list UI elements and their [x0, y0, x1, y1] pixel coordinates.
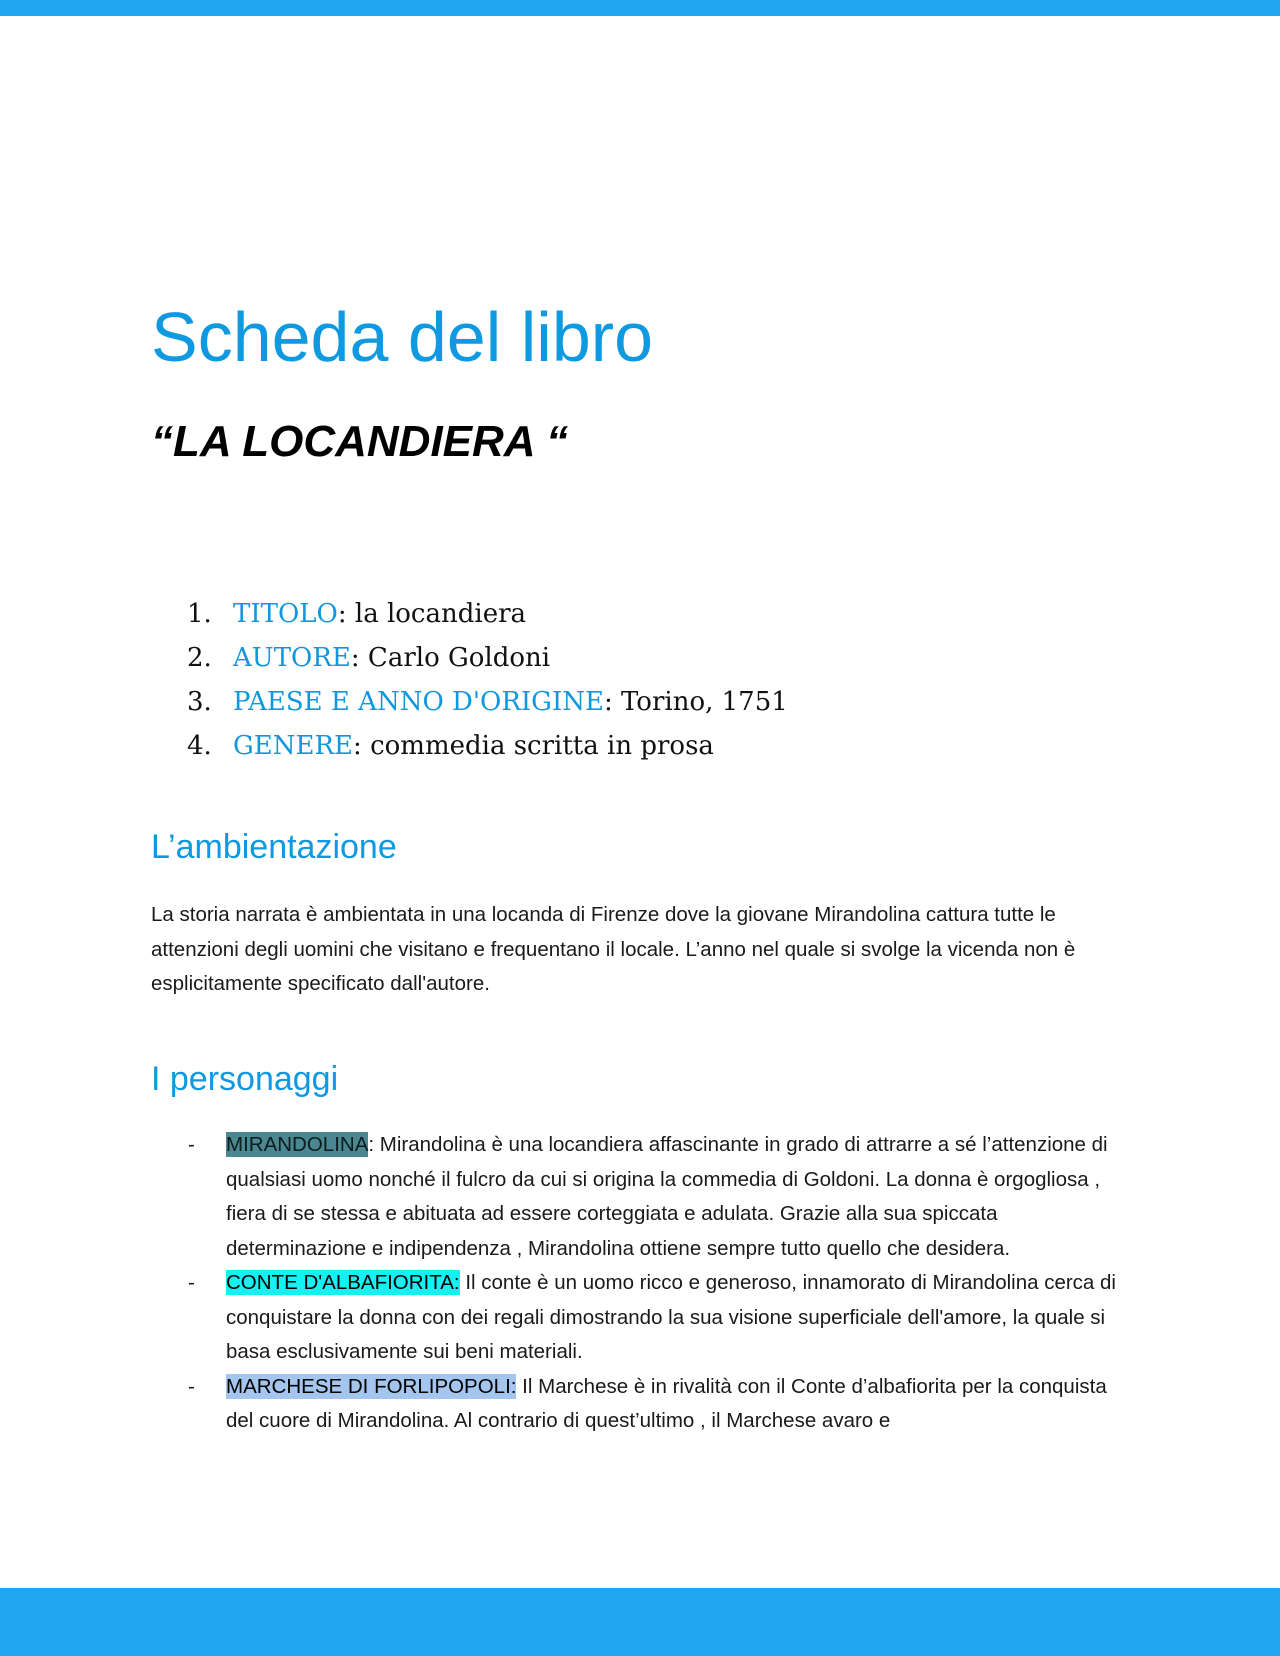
character-description: Il conte è un uomo ricco e generoso, innamorato di Mirandolina cerca di conquistare la donna con dei regali dimostrando la sua visione superficiale dell'amore, la quale si basa esclusivamente sui beni materiali.	[226, 1271, 1116, 1363]
fact-item-title	[187, 592, 788, 636]
characters-list	[151, 1128, 1131, 1439]
document-title: Scheda del libro	[151, 298, 653, 376]
fact-value: : la locandiera	[337, 599, 527, 629]
bottom-accent-bar	[0, 1588, 1280, 1656]
book-facts-list	[187, 592, 788, 768]
list-dash: -	[188, 1133, 195, 1156]
fact-key: PAESE E ANNO D'ORIGINE	[233, 687, 604, 717]
characters-heading: I personaggi	[151, 1060, 339, 1098]
character-item-mirandolina	[151, 1128, 1131, 1266]
fact-item-genre	[187, 724, 788, 768]
character-item-conte	[151, 1266, 1131, 1370]
character-description: : Mirandolina è una locandiera affascinante in grado di attrarre a sé l’attenzione di qualsiasi uomo nonché il fulcro da cui si origina la commedia di Goldoni. La donna è orgogliosa , fiera di se stessa e abituata ad essere corteggiata e adulata. Grazie alla sua spiccata determinazione e indipendenza , Mirandolina ottiene sempre tutto quello che desidera.	[226, 1133, 1108, 1260]
character-name: MARCHESE DI FORLIPOPOLI:	[226, 1374, 517, 1398]
fact-item-origin	[187, 680, 788, 724]
fact-value: : Carlo Goldoni	[350, 643, 551, 673]
setting-paragraph: La storia narrata è ambientata in una locanda di Firenze dove la giovane Mirandolina cattura tutte le attenzioni degli uomini che visitano e frequentano il locale. L’anno nel quale si svolge la vicenda non è esplicitamente specificato dall'autore.	[151, 903, 1076, 995]
list-dash: -	[188, 1374, 195, 1398]
setting-heading: L’ambientazione	[151, 828, 397, 866]
fact-value: : Torino, 1751	[603, 687, 788, 717]
fact-key: GENERE	[233, 731, 354, 761]
character-name: CONTE D'ALBAFIORITA:	[226, 1271, 460, 1294]
character-item-marchese	[151, 1370, 1131, 1439]
book-title	[151, 417, 569, 466]
fact-number: 1.	[187, 599, 212, 629]
fact-number: 2.	[187, 643, 212, 673]
top-accent-bar	[0, 0, 1280, 16]
fact-number: 4.	[187, 731, 212, 761]
fact-item-author	[187, 636, 788, 680]
quote-open: “	[151, 417, 173, 466]
fact-value: : commedia scritta in prosa	[353, 731, 714, 761]
character-name: MIRANDOLINA	[226, 1133, 369, 1156]
book-title-text: LA LOCANDIERA	[173, 417, 534, 466]
character-description: Il Marchese è in rivalità con il Conte d’albafiorita per la conquista del cuore di Mirandolina. Al contrario di quest’ultimo , il Marchese avaro e	[226, 1374, 1107, 1432]
quote-close: “	[533, 417, 569, 466]
fact-key: TITOLO	[233, 599, 338, 629]
fact-number: 3.	[187, 687, 212, 717]
fact-key: AUTORE	[233, 643, 351, 673]
list-dash: -	[188, 1271, 195, 1294]
